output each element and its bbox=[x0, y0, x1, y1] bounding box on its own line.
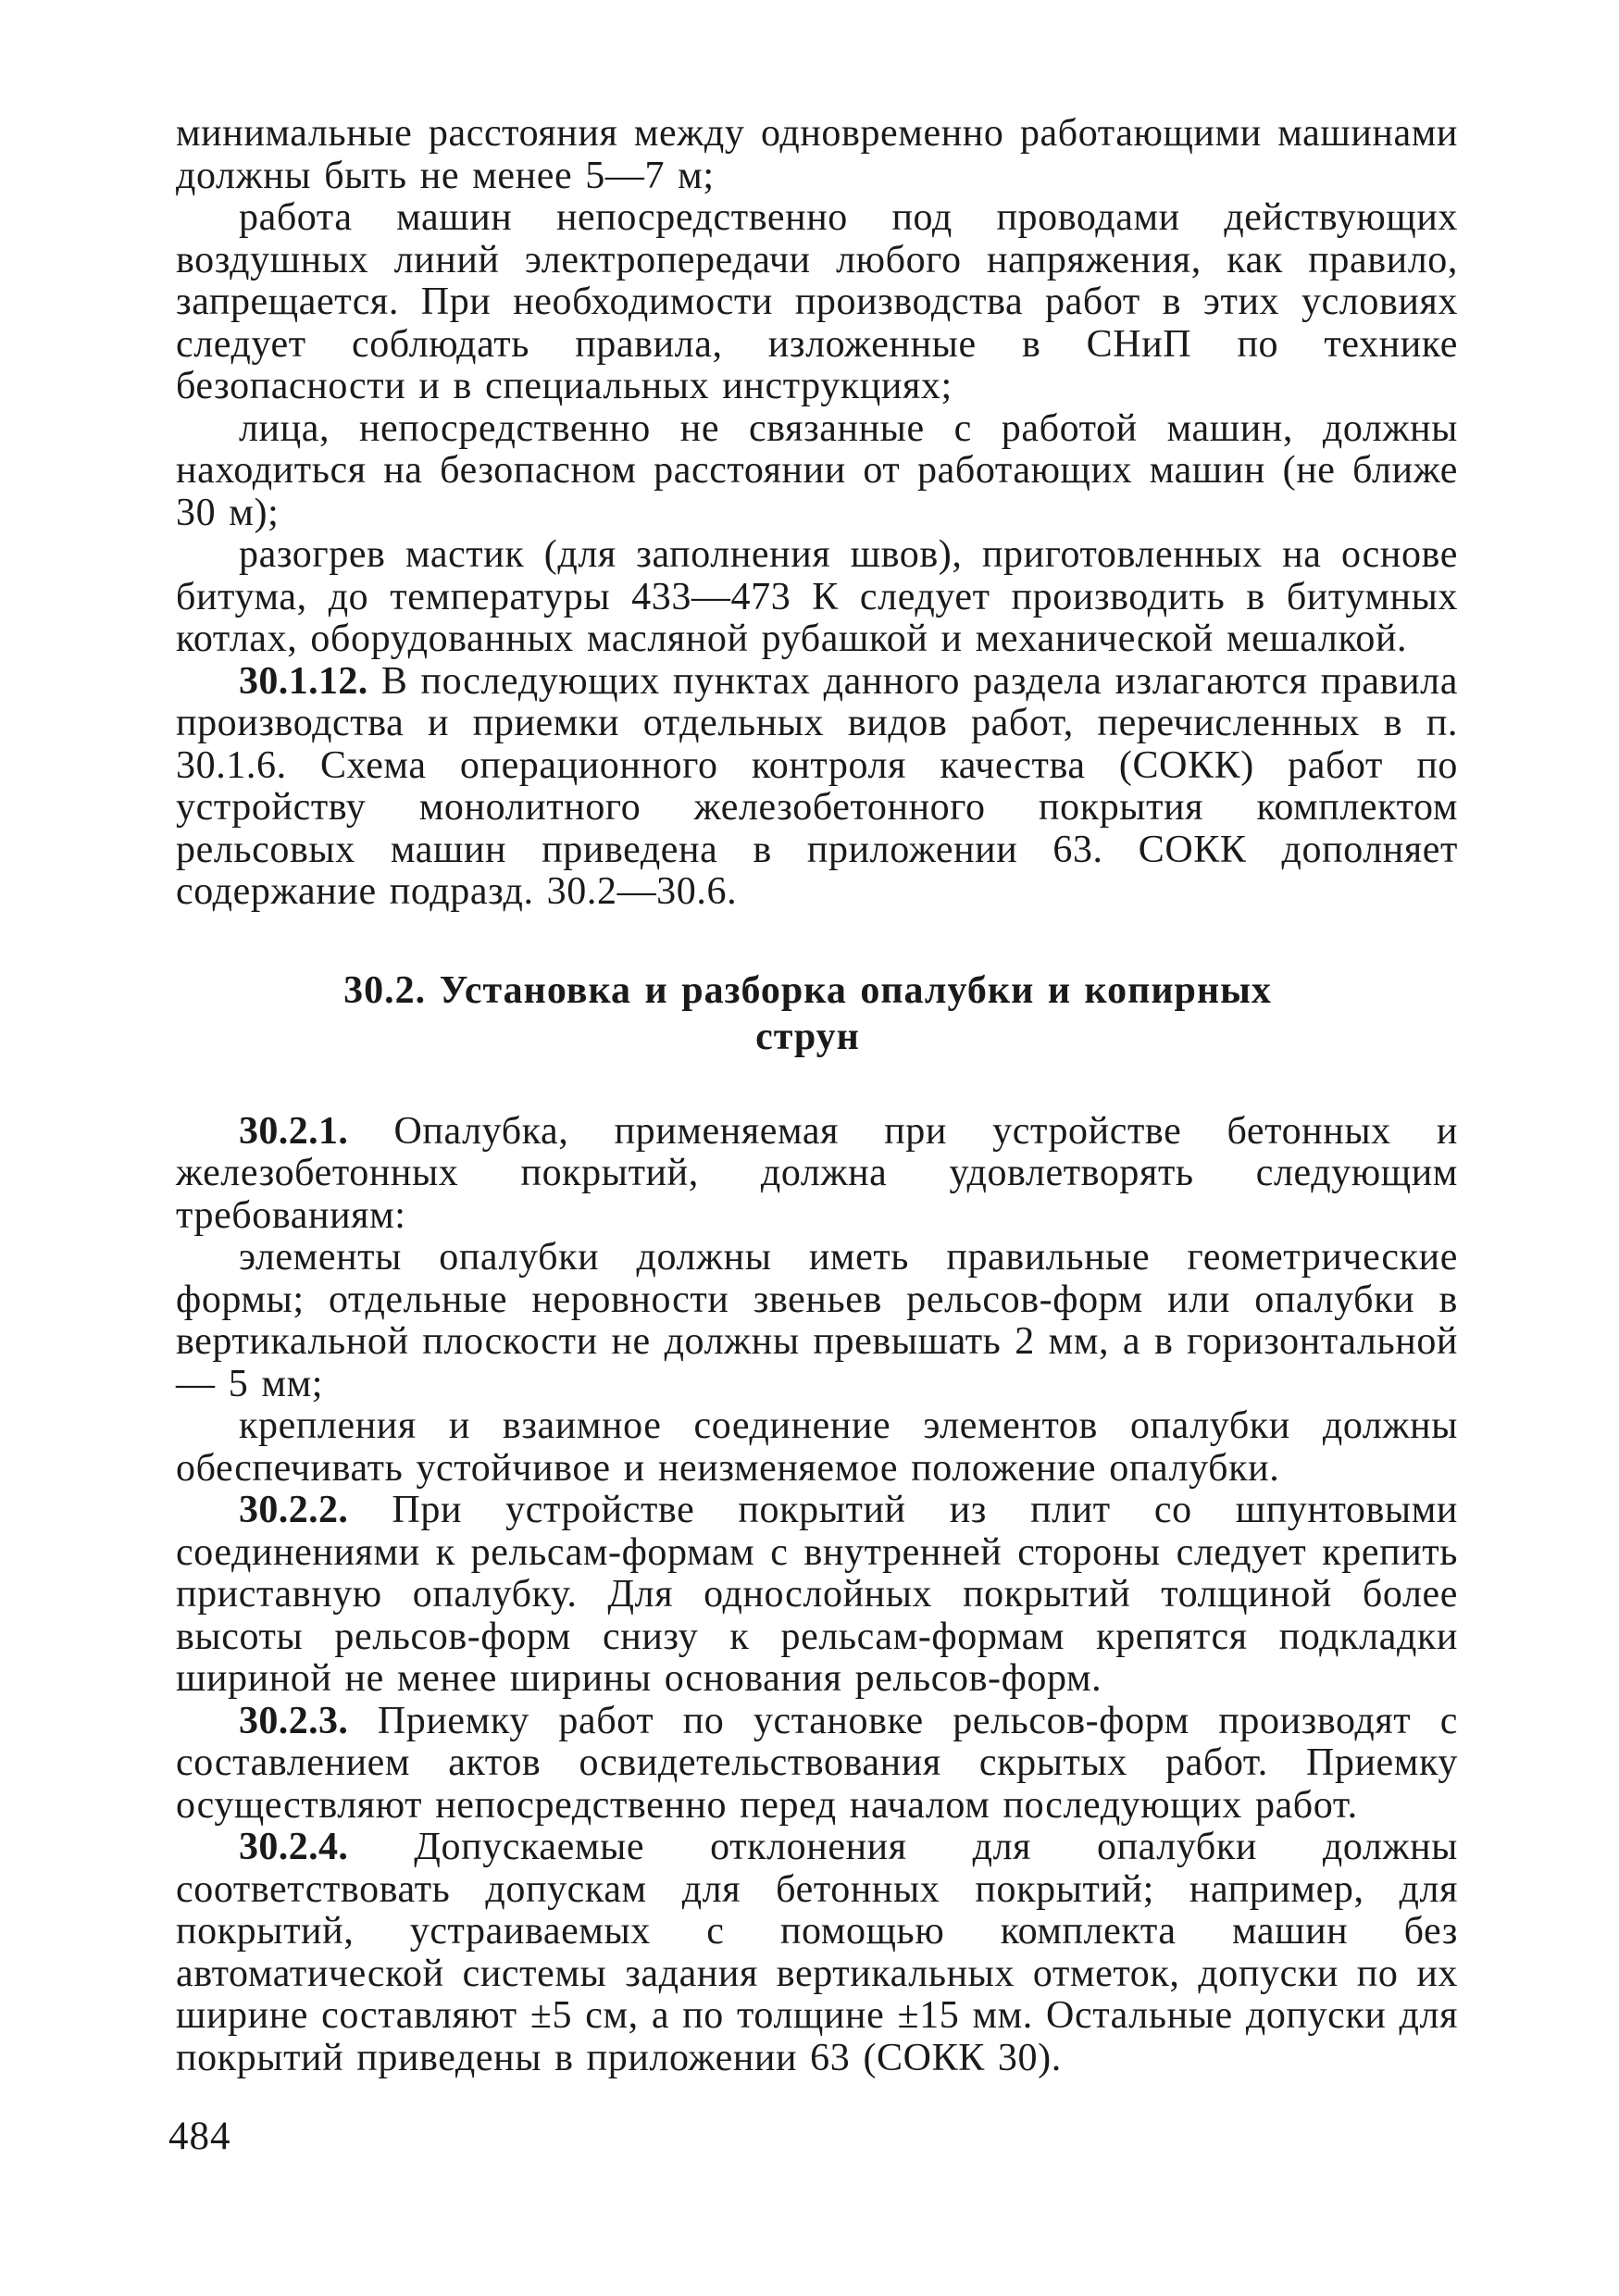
paragraph-30-2-4: 30.2.4. Допускаемые отклонения для опалубки должны соответствовать допускам для бетонных покрытий; например, для покрытий, устраиваемых с помощью комплекта машин без автоматической системы задания вертикальных отметок, допуски по их ширине составляют ±5 см, а по толщине ±15 мм. Остальные допуски для покрытий приведены в приложении 63 (СОКК 30). bbox=[176, 1826, 1458, 2079]
page-body bbox=[176, 113, 1458, 2079]
paragraph-30-1-12: 30.1.12. В последующих пунктах данного раздела излагаются правила производства и приемки отдельных видов работ, перечисленных в п. 30.1.6. Схема операционного контроля качества (СОКК) работ по устройству монолитного железобетонного покрытия комплектом рельсовых машин приведена в приложении 63. СОКК дополняет содержание подразд. 30.2—30.6. bbox=[176, 659, 1458, 913]
paragraph-30-2-1: 30.2.1. Опалубка, применяемая при устройстве бетонных и железобетонных покрытий, должна удовлетворять следующим требованиям: bbox=[176, 1109, 1458, 1237]
section-heading-line-2: струн bbox=[755, 1015, 860, 1058]
clause-number: 30.2.4. bbox=[239, 1826, 349, 1868]
clause-number: 30.2.3. bbox=[239, 1699, 349, 1742]
section-heading-line-1: 30.2. Установка и разборка опалубки и копирных bbox=[343, 968, 1272, 1012]
paragraph-30-2-3: 30.2.3. Приемку работ по установке рельсов-форм производят с составлением актов освидетельствования скрытых работ. Приемку осуществляют непосредственно перед началом последующих работ. bbox=[176, 1699, 1458, 1827]
paragraph-30-2-2: 30.2.2. При устройстве покрытий из плит со шпунтовыми соединениями к рельсам-формам с внутренней стороны следует крепить приставную опалубку. Для однослойных покрытий толщиной более высоты рельсов-форм снизу к рельсам-формам крепятся подкладки шириной не менее ширины основания рельсов-форм. bbox=[176, 1489, 1458, 1700]
paragraph-safety-distance: минимальные расстояния между одновременно работающими машинами должны быть не менее 5—7 м; bbox=[176, 112, 1458, 197]
section-heading bbox=[176, 967, 1458, 1060]
page-number: 484 bbox=[168, 2115, 231, 2158]
clause-number: 30.1.12. bbox=[239, 659, 368, 703]
clause-number: 30.2.2. bbox=[239, 1489, 349, 1531]
paragraph-formwork-geometry: элементы опалубки должны иметь правильные геометрические формы; отдельные неровности звеньев рельсов-форм или опалубки в вертикальной плоскости не должны превышать 2 мм, а в горизонтальной — 5 мм; bbox=[176, 1236, 1458, 1405]
paragraph-power-lines: работа машин непосредственно под проводами действующих воздушных линий электропередачи любого напряжения, как правило, запрещается. При необходимости производства работ в этих условиях следует соблюдать правила, изложенные в СНиП по технике безопасности и в специальных инструкциях; bbox=[176, 196, 1458, 407]
paragraph-formwork-fastening: крепления и взаимное соединение элементов опалубки должны обеспечивать устойчивое и неизменяемое положение опалубки. bbox=[176, 1404, 1458, 1490]
paragraph-unauthorized-persons: лица, непосредственно не связанные с работой машин, должны находиться на безопасном расстоянии от работающих машин (не ближе 30 м); bbox=[176, 406, 1458, 534]
paragraph-mastic-heating: разогрев мастик (для заполнения швов), приготовленных на основе битума, до температуры 433—473 К следует производить в битумных котлах, оборудованных масляной рубашкой и механической мешалкой. bbox=[176, 533, 1458, 660]
clause-number: 30.2.1. bbox=[239, 1109, 349, 1153]
